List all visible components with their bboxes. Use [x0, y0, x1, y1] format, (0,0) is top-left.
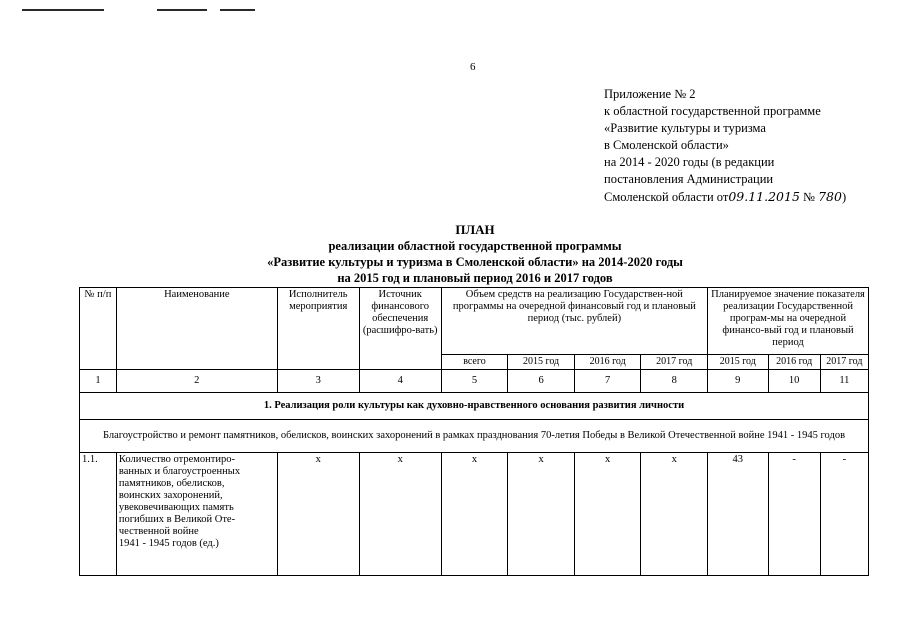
column-number: 6 [508, 370, 575, 393]
column-number: 1 [80, 370, 117, 393]
column-number: 11 [820, 370, 868, 393]
subsection-row [80, 420, 869, 453]
column-number: 9 [708, 370, 768, 393]
number-sign: № [799, 190, 819, 204]
column-number: 3 [277, 370, 359, 393]
plan-title [80, 222, 870, 286]
column-number: 4 [359, 370, 441, 393]
row-source: х [359, 453, 441, 576]
subheader-total: всего [441, 355, 508, 370]
column-number-row [80, 370, 869, 393]
row-funding-2016: х [574, 453, 641, 576]
plan-subtitle: на 2015 год и плановый период 2016 и 2017 годов [337, 271, 613, 285]
row-indicator-2016: - [768, 453, 820, 576]
appendix-line: Приложение № 2 [604, 87, 696, 101]
header-name: Наименование [116, 288, 277, 370]
scan-edge-mark [157, 9, 207, 11]
row-name [116, 453, 277, 576]
appendix-line: постановления Администрации [604, 172, 774, 186]
row-indicator-2017: - [820, 453, 868, 576]
appendix-line [604, 188, 904, 206]
section-title: 1. Реализация роли культуры как духовно-нравственного основания развития личности [80, 393, 869, 420]
header-row [80, 288, 869, 355]
appendix-block [604, 86, 904, 206]
row-number: 1.1. [80, 453, 117, 576]
row-name-line: воинских захоронений, [118, 490, 223, 501]
subheader-funding-2015: 2015 год [508, 355, 575, 370]
appendix-line: в Смоленской области» [604, 138, 729, 152]
subheader-indicator-2015: 2015 год [708, 355, 768, 370]
column-number: 5 [441, 370, 508, 393]
row-name-line: памятников, обелисков, [118, 478, 225, 489]
handwritten-number: 780 [818, 189, 842, 204]
scan-edge-mark [22, 9, 104, 11]
row-executor: х [277, 453, 359, 576]
subheader-indicator-2016: 2016 год [768, 355, 820, 370]
plan-subtitle: реализации областной государственной программы [328, 239, 622, 253]
appendix-line: к областной государственной программе [604, 104, 821, 118]
header-executor: Исполнитель мероприятия [277, 288, 359, 370]
column-number: 10 [768, 370, 820, 393]
plan-table [79, 287, 869, 576]
row-funding-2017: х [641, 453, 708, 576]
header-source: Источник финансового обеспечения (расшифро-вать) [359, 288, 441, 370]
header-funding: Объем средств на реализацию Государствен-ной программы на очередной финансовый год и плановый период (тыс. рублей) [441, 288, 707, 355]
plan-subtitle: «Развитие культуры и туризма в Смоленской области» на 2014-2020 годы [267, 255, 683, 269]
section-row [80, 393, 869, 420]
row-name-line: 1941 - 1945 годов (ед.) [118, 538, 219, 549]
subheader-funding-2017: 2017 год [641, 355, 708, 370]
row-name-line: ванных и благоустроенных [118, 466, 241, 477]
table-row [80, 453, 869, 576]
row-name-line: Количество отремонтиро- [118, 454, 235, 465]
page-number: 6 [470, 61, 476, 73]
header-num: № п/п [80, 288, 117, 370]
column-number: 7 [574, 370, 641, 393]
subheader-funding-2016: 2016 год [574, 355, 641, 370]
row-name-line: увековечивающих память [118, 502, 234, 513]
appendix-line-text: Смоленской области от [604, 190, 729, 204]
row-name-line: чественной войне [118, 526, 199, 537]
closing-paren: ) [841, 190, 847, 204]
row-indicator-2015: 43 [708, 453, 768, 576]
column-number: 8 [641, 370, 708, 393]
header-indicator: Планируемое значение показателя реализации Государственной програм-мы на очередной финансо-вый год и плановый период [708, 288, 869, 355]
appendix-line: на 2014 - 2020 годы (в редакции [604, 155, 775, 169]
subheader-indicator-2017: 2017 год [820, 355, 868, 370]
row-name-line: погибших в Великой Оте- [118, 514, 236, 525]
row-total: х [441, 453, 508, 576]
subsection-title: Благоустройство и ремонт памятников, обелисков, воинских захоронений в рамках празднования 70-летия Победы в Великой Отечественной войне 1941 - 1945 годов [80, 420, 869, 453]
handwritten-date: 09.11.2015 [728, 189, 800, 204]
row-funding-2015: х [508, 453, 575, 576]
appendix-line: «Развитие культуры и туризма [604, 121, 766, 135]
column-number: 2 [116, 370, 277, 393]
plan-heading: ПЛАН [455, 222, 495, 237]
scan-edge-mark [220, 9, 255, 11]
